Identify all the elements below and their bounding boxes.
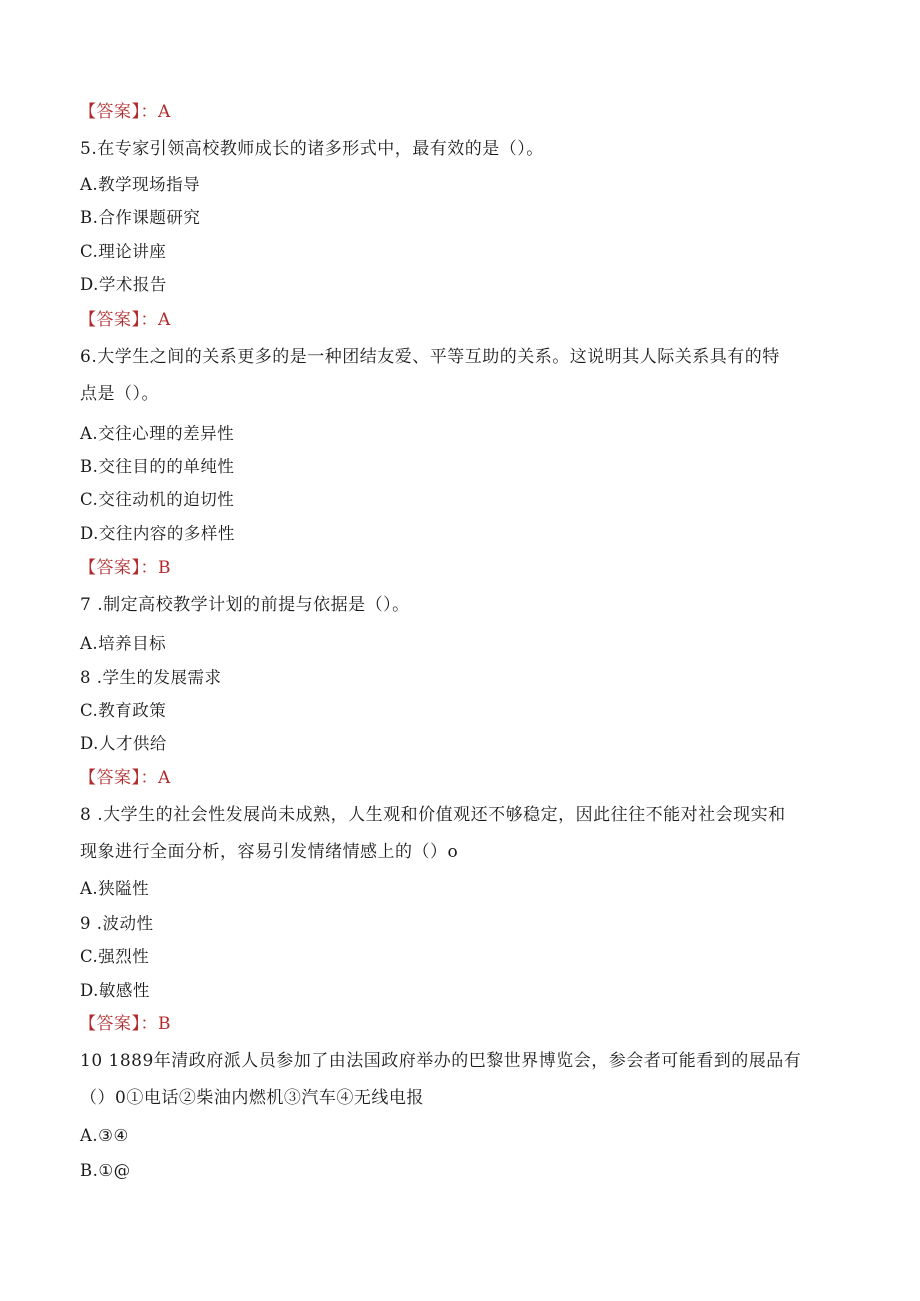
option-line: C.理论讲座 — [80, 242, 167, 261]
option-line: A.教学现场指导 — [80, 175, 201, 194]
answer-line: 【答案】：B — [79, 1014, 171, 1034]
option-line: A.交往心理的差异性 — [80, 424, 235, 443]
option-line: 8 .学生的发展需求 — [80, 668, 222, 687]
answer-line: 【答案】：B — [79, 558, 171, 578]
answer-line: 【答案】：A — [79, 102, 171, 122]
answer-line: 【答案】：A — [79, 310, 171, 330]
option-line: C.强烈性 — [80, 947, 150, 966]
option-line: C.交往动机的迫切性 — [80, 490, 235, 509]
answer-line: 【答案】：A — [79, 768, 171, 788]
option-line: D.敏感性 — [80, 981, 150, 1000]
option-line: A.狭隘性 — [80, 879, 150, 898]
question-line: 现象进行全面分析，容易引发情绪情感上的（）o — [80, 842, 459, 862]
question-line: 点是（）。 — [80, 384, 159, 404]
question-line: （）0①电话②柴油内燃机③汽车④无线电报 — [80, 1088, 424, 1108]
option-line: D.学术报告 — [80, 275, 167, 294]
option-line: B.①@ — [80, 1161, 131, 1180]
option-line: A.培养目标 — [80, 634, 167, 653]
question-line: 6.大学生之间的关系更多的是一种团结友爱、平等互助的关系。这说明其人际关系具有的特 — [80, 347, 780, 367]
question-line: 5.在专家引领高校教师成长的诸多形式中，最有效的是（）。 — [80, 139, 544, 159]
option-line: A.③④ — [80, 1126, 129, 1145]
option-line: B.交往目的的单纯性 — [80, 457, 235, 476]
option-line: D.人才供给 — [80, 734, 167, 753]
option-line: 9 .波动性 — [80, 914, 154, 933]
option-line: C.教育政策 — [80, 701, 167, 720]
question-line: 10 1889年清政府派人员参加了由法国政府举办的巴黎世界博览会，参会者可能看到的展品有 — [80, 1051, 802, 1071]
question-line: 8 .大学生的社会性发展尚未成熟，人生观和价值观还不够稳定，因此往往不能对社会现实和 — [80, 805, 786, 825]
option-line: D.交往内容的多样性 — [80, 524, 235, 543]
question-line: 7 .制定高校教学计划的前提与依据是（）。 — [80, 595, 410, 615]
option-line: B.合作课题研究 — [80, 208, 201, 227]
